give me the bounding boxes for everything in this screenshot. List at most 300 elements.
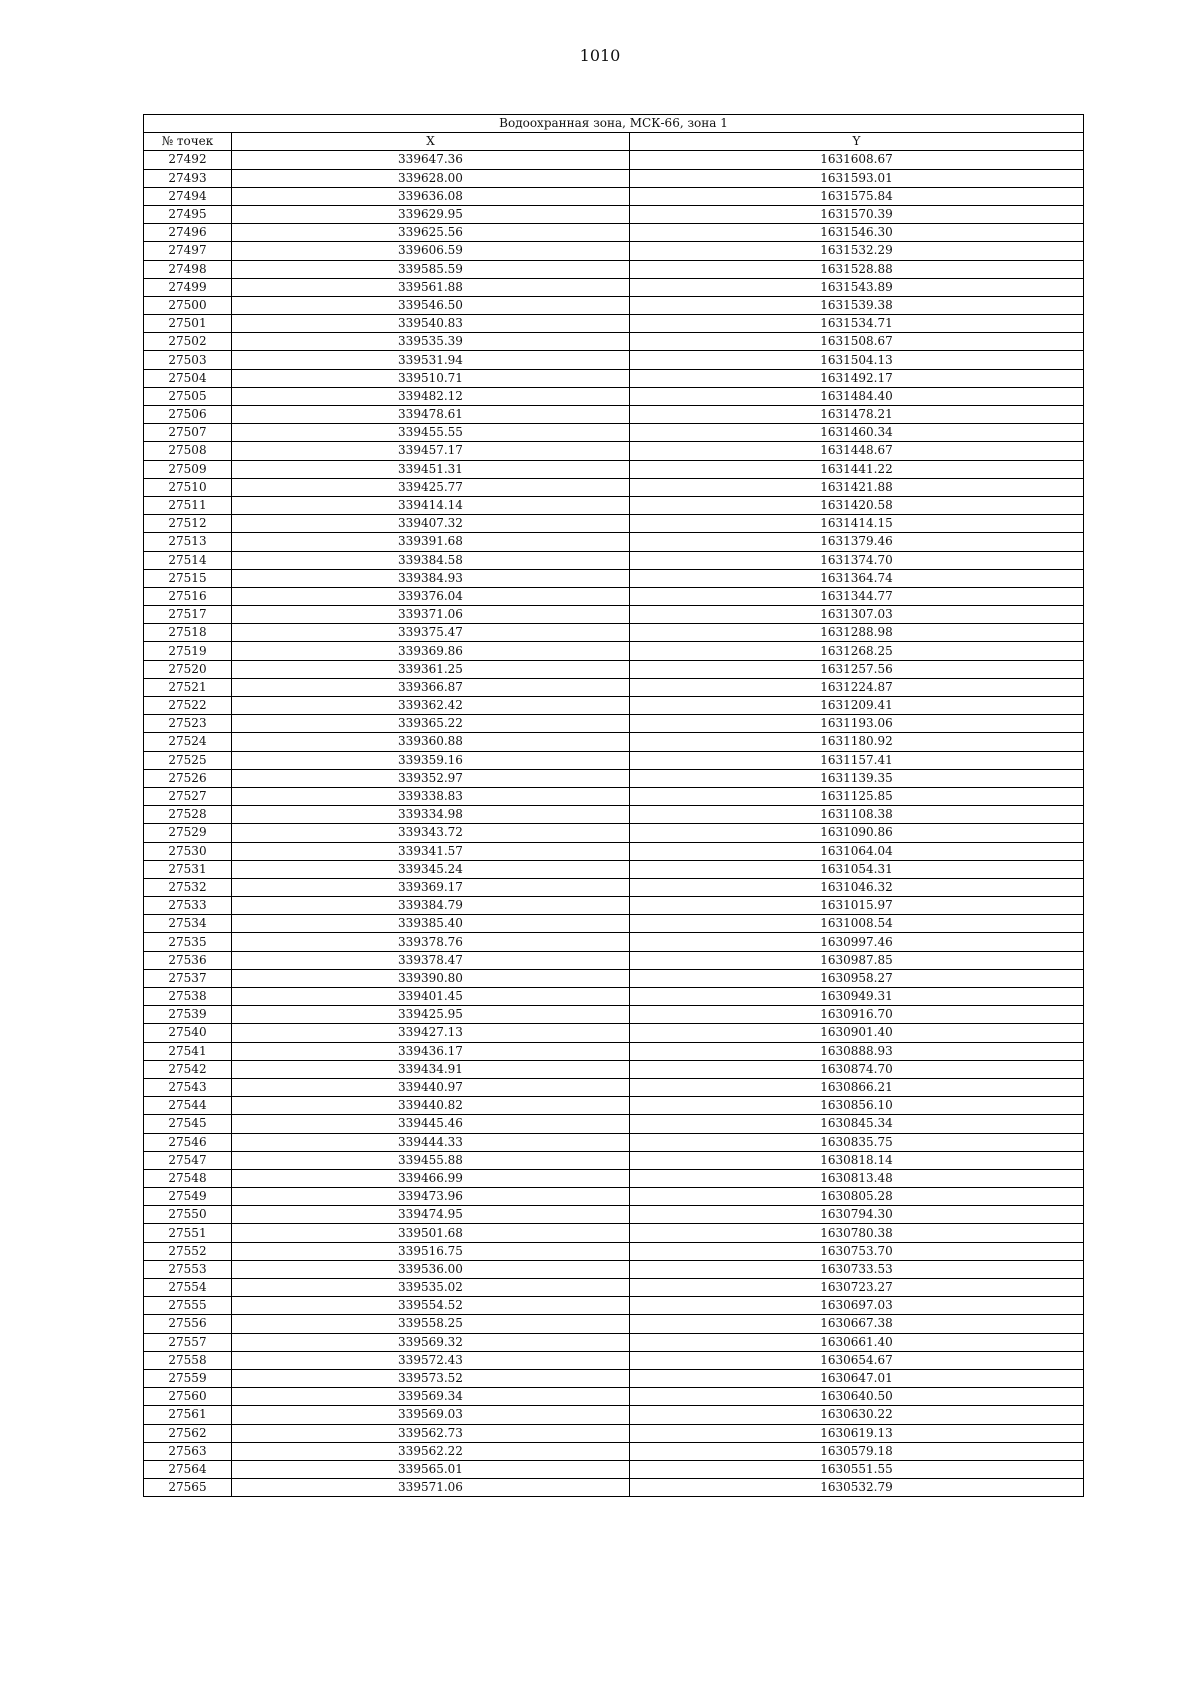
table-row (144, 478, 1084, 496)
x-cell: 339546.50 (232, 296, 630, 314)
x-cell: 339474.95 (232, 1206, 630, 1224)
y-cell: 1631484.40 (630, 387, 1084, 405)
y-cell: 1630619.13 (630, 1424, 1084, 1442)
x-cell: 339362.42 (232, 697, 630, 715)
x-cell: 339562.22 (232, 1442, 630, 1460)
table-row (144, 969, 1084, 987)
y-cell: 1631157.41 (630, 751, 1084, 769)
point-number-cell: 27492 (144, 151, 232, 169)
table-row (144, 587, 1084, 605)
table-row (144, 1115, 1084, 1133)
table-body (144, 151, 1084, 1497)
table-row (144, 1260, 1084, 1278)
y-cell: 1631504.13 (630, 351, 1084, 369)
point-number-cell: 27505 (144, 387, 232, 405)
x-cell: 339352.97 (232, 769, 630, 787)
y-cell: 1630647.01 (630, 1369, 1084, 1387)
y-cell: 1631478.21 (630, 406, 1084, 424)
point-number-cell: 27500 (144, 296, 232, 314)
point-number-cell: 27540 (144, 1024, 232, 1042)
point-number-cell: 27503 (144, 351, 232, 369)
y-cell: 1630551.55 (630, 1460, 1084, 1478)
y-cell: 1631414.15 (630, 515, 1084, 533)
x-cell: 339384.93 (232, 569, 630, 587)
x-cell: 339540.83 (232, 315, 630, 333)
y-cell: 1631193.06 (630, 715, 1084, 733)
point-number-cell: 27527 (144, 787, 232, 805)
table-row (144, 1206, 1084, 1224)
x-cell: 339338.83 (232, 787, 630, 805)
table-row (144, 915, 1084, 933)
table-row (144, 296, 1084, 314)
table-row (144, 897, 1084, 915)
point-number-cell: 27526 (144, 769, 232, 787)
x-cell: 339636.08 (232, 187, 630, 205)
y-cell: 1630654.67 (630, 1351, 1084, 1369)
x-cell: 339647.36 (232, 151, 630, 169)
header-y: Y (630, 133, 1084, 151)
point-number-cell: 27520 (144, 660, 232, 678)
y-cell: 1631608.67 (630, 151, 1084, 169)
x-cell: 339562.73 (232, 1424, 630, 1442)
x-cell: 339366.87 (232, 678, 630, 696)
point-number-cell: 27496 (144, 224, 232, 242)
x-cell: 339341.57 (232, 842, 630, 860)
table-row (144, 1133, 1084, 1151)
table-row (144, 533, 1084, 551)
y-cell: 1631108.38 (630, 806, 1084, 824)
point-number-cell: 27545 (144, 1115, 232, 1133)
table-row (144, 733, 1084, 751)
table-row (144, 715, 1084, 733)
x-cell: 339376.04 (232, 587, 630, 605)
table-row (144, 1388, 1084, 1406)
table-row (144, 1460, 1084, 1478)
x-cell: 339343.72 (232, 824, 630, 842)
y-cell: 1631046.32 (630, 878, 1084, 896)
point-number-cell: 27504 (144, 369, 232, 387)
y-cell: 1630780.38 (630, 1224, 1084, 1242)
table-row (144, 151, 1084, 169)
y-cell: 1631421.88 (630, 478, 1084, 496)
x-cell: 339384.58 (232, 551, 630, 569)
point-number-cell: 27551 (144, 1224, 232, 1242)
y-cell: 1630845.34 (630, 1115, 1084, 1133)
y-cell: 1631534.71 (630, 315, 1084, 333)
point-number-cell: 27528 (144, 806, 232, 824)
y-cell: 1630723.27 (630, 1279, 1084, 1297)
point-number-cell: 27497 (144, 242, 232, 260)
y-cell: 1630753.70 (630, 1242, 1084, 1260)
table-row (144, 369, 1084, 387)
y-cell: 1630640.50 (630, 1388, 1084, 1406)
x-cell: 339569.34 (232, 1388, 630, 1406)
point-number-cell: 27557 (144, 1333, 232, 1351)
y-cell: 1630667.38 (630, 1315, 1084, 1333)
point-number-cell: 27546 (144, 1133, 232, 1151)
point-number-cell: 27508 (144, 442, 232, 460)
point-number-cell: 27549 (144, 1188, 232, 1206)
point-number-cell: 27495 (144, 205, 232, 223)
y-cell: 1630813.48 (630, 1169, 1084, 1187)
table-row (144, 1424, 1084, 1442)
table-row (144, 860, 1084, 878)
y-cell: 1630888.93 (630, 1042, 1084, 1060)
point-number-cell: 27499 (144, 278, 232, 296)
point-number-cell: 27521 (144, 678, 232, 696)
y-cell: 1631379.46 (630, 533, 1084, 551)
x-cell: 339444.33 (232, 1133, 630, 1151)
table-row (144, 1297, 1084, 1315)
x-cell: 339606.59 (232, 242, 630, 260)
table-row (144, 842, 1084, 860)
x-cell: 339445.46 (232, 1115, 630, 1133)
table-row (144, 1315, 1084, 1333)
x-cell: 339573.52 (232, 1369, 630, 1387)
x-cell: 339378.47 (232, 951, 630, 969)
y-cell: 1631528.88 (630, 260, 1084, 278)
table-row (144, 1024, 1084, 1042)
table-row (144, 1279, 1084, 1297)
point-number-cell: 27515 (144, 569, 232, 587)
point-number-cell: 27514 (144, 551, 232, 569)
point-number-cell: 27519 (144, 642, 232, 660)
y-cell: 1630901.40 (630, 1024, 1084, 1042)
x-cell: 339569.03 (232, 1406, 630, 1424)
table-row (144, 551, 1084, 569)
point-number-cell: 27531 (144, 860, 232, 878)
x-cell: 339369.17 (232, 878, 630, 896)
y-cell: 1631492.17 (630, 369, 1084, 387)
table-row (144, 951, 1084, 969)
point-number-cell: 27561 (144, 1406, 232, 1424)
table-row (144, 260, 1084, 278)
table-row (144, 787, 1084, 805)
point-number-cell: 27536 (144, 951, 232, 969)
y-cell: 1631015.97 (630, 897, 1084, 915)
table-row (144, 660, 1084, 678)
table-row (144, 1151, 1084, 1169)
x-cell: 339625.56 (232, 224, 630, 242)
table-row (144, 460, 1084, 478)
x-cell: 339425.77 (232, 478, 630, 496)
y-cell: 1631139.35 (630, 769, 1084, 787)
x-cell: 339536.00 (232, 1260, 630, 1278)
point-number-cell: 27543 (144, 1078, 232, 1096)
point-number-cell: 27509 (144, 460, 232, 478)
point-number-cell: 27523 (144, 715, 232, 733)
point-number-cell: 27522 (144, 697, 232, 715)
y-cell: 1631508.67 (630, 333, 1084, 351)
table-row (144, 1078, 1084, 1096)
table-row (144, 1333, 1084, 1351)
y-cell: 1631539.38 (630, 296, 1084, 314)
x-cell: 339565.01 (232, 1460, 630, 1478)
point-number-cell: 27562 (144, 1424, 232, 1442)
x-cell: 339440.97 (232, 1078, 630, 1096)
y-cell: 1631180.92 (630, 733, 1084, 751)
table-row (144, 187, 1084, 205)
x-cell: 339561.88 (232, 278, 630, 296)
point-number-cell: 27547 (144, 1151, 232, 1169)
y-cell: 1630866.21 (630, 1078, 1084, 1096)
table-header-row (144, 133, 1084, 151)
y-cell: 1631575.84 (630, 187, 1084, 205)
table-row (144, 824, 1084, 842)
point-number-cell: 27541 (144, 1042, 232, 1060)
x-cell: 339345.24 (232, 860, 630, 878)
x-cell: 339440.82 (232, 1097, 630, 1115)
y-cell: 1630733.53 (630, 1260, 1084, 1278)
x-cell: 339629.95 (232, 205, 630, 223)
point-number-cell: 27552 (144, 1242, 232, 1260)
table-row (144, 1351, 1084, 1369)
y-cell: 1631546.30 (630, 224, 1084, 242)
table-row (144, 1006, 1084, 1024)
table-row (144, 769, 1084, 787)
page-number: 1010 (579, 46, 621, 65)
point-number-cell: 27517 (144, 606, 232, 624)
x-cell: 339371.06 (232, 606, 630, 624)
table-row (144, 242, 1084, 260)
table-row (144, 878, 1084, 896)
y-cell: 1630661.40 (630, 1333, 1084, 1351)
x-cell: 339401.45 (232, 988, 630, 1006)
x-cell: 339384.79 (232, 897, 630, 915)
x-cell: 339535.39 (232, 333, 630, 351)
point-number-cell: 27560 (144, 1388, 232, 1406)
y-cell: 1630997.46 (630, 933, 1084, 951)
point-number-cell: 27548 (144, 1169, 232, 1187)
y-cell: 1631307.03 (630, 606, 1084, 624)
point-number-cell: 27511 (144, 496, 232, 514)
point-number-cell: 27555 (144, 1297, 232, 1315)
x-cell: 339436.17 (232, 1042, 630, 1060)
table-row (144, 1224, 1084, 1242)
point-number-cell: 27493 (144, 169, 232, 187)
point-number-cell: 27556 (144, 1315, 232, 1333)
x-cell: 339554.52 (232, 1297, 630, 1315)
y-cell: 1630805.28 (630, 1188, 1084, 1206)
table-row (144, 569, 1084, 587)
x-cell: 339361.25 (232, 660, 630, 678)
table-row (144, 406, 1084, 424)
table-row (144, 606, 1084, 624)
y-cell: 1631064.04 (630, 842, 1084, 860)
x-cell: 339378.76 (232, 933, 630, 951)
point-number-cell: 27538 (144, 988, 232, 1006)
table-row (144, 1042, 1084, 1060)
point-number-cell: 27513 (144, 533, 232, 551)
table-row (144, 424, 1084, 442)
x-cell: 339478.61 (232, 406, 630, 424)
table-row (144, 496, 1084, 514)
x-cell: 339516.75 (232, 1242, 630, 1260)
x-cell: 339365.22 (232, 715, 630, 733)
y-cell: 1630818.14 (630, 1151, 1084, 1169)
x-cell: 339571.06 (232, 1479, 630, 1497)
x-cell: 339482.12 (232, 387, 630, 405)
y-cell: 1631420.58 (630, 496, 1084, 514)
point-number-cell: 27501 (144, 315, 232, 333)
y-cell: 1630794.30 (630, 1206, 1084, 1224)
point-number-cell: 27539 (144, 1006, 232, 1024)
x-cell: 339569.32 (232, 1333, 630, 1351)
x-cell: 339427.13 (232, 1024, 630, 1042)
x-cell: 339451.31 (232, 460, 630, 478)
x-cell: 339535.02 (232, 1279, 630, 1297)
y-cell: 1631364.74 (630, 569, 1084, 587)
y-cell: 1631441.22 (630, 460, 1084, 478)
y-cell: 1630958.27 (630, 969, 1084, 987)
point-number-cell: 27554 (144, 1279, 232, 1297)
y-cell: 1631209.41 (630, 697, 1084, 715)
y-cell: 1631374.70 (630, 551, 1084, 569)
point-number-cell: 27544 (144, 1097, 232, 1115)
x-cell: 339455.55 (232, 424, 630, 442)
y-cell: 1630916.70 (630, 1006, 1084, 1024)
y-cell: 1631570.39 (630, 205, 1084, 223)
y-cell: 1631090.86 (630, 824, 1084, 842)
point-number-cell: 27525 (144, 751, 232, 769)
table-row (144, 1097, 1084, 1115)
table-row (144, 642, 1084, 660)
point-number-cell: 27494 (144, 187, 232, 205)
table-row (144, 1442, 1084, 1460)
y-cell: 1631008.54 (630, 915, 1084, 933)
x-cell: 339390.80 (232, 969, 630, 987)
x-cell: 339334.98 (232, 806, 630, 824)
x-cell: 339369.86 (232, 642, 630, 660)
table-row (144, 1242, 1084, 1260)
table-row (144, 624, 1084, 642)
point-number-cell: 27534 (144, 915, 232, 933)
y-cell: 1631532.29 (630, 242, 1084, 260)
point-number-cell: 27498 (144, 260, 232, 278)
table-row (144, 933, 1084, 951)
y-cell: 1631460.34 (630, 424, 1084, 442)
y-cell: 1630579.18 (630, 1442, 1084, 1460)
table-row (144, 351, 1084, 369)
point-number-cell: 27553 (144, 1260, 232, 1278)
point-number-cell: 27518 (144, 624, 232, 642)
x-cell: 339558.25 (232, 1315, 630, 1333)
x-cell: 339455.88 (232, 1151, 630, 1169)
table-row (144, 1479, 1084, 1497)
coordinates-table (143, 114, 1084, 1497)
y-cell: 1631224.87 (630, 678, 1084, 696)
y-cell: 1631268.25 (630, 642, 1084, 660)
header-point-number: № точек (144, 133, 232, 151)
x-cell: 339434.91 (232, 1060, 630, 1078)
y-cell: 1630874.70 (630, 1060, 1084, 1078)
table-title-row (144, 115, 1084, 133)
point-number-cell: 27529 (144, 824, 232, 842)
point-number-cell: 27530 (144, 842, 232, 860)
point-number-cell: 27524 (144, 733, 232, 751)
point-number-cell: 27550 (144, 1206, 232, 1224)
y-cell: 1631054.31 (630, 860, 1084, 878)
point-number-cell: 27533 (144, 897, 232, 915)
point-number-cell: 27510 (144, 478, 232, 496)
table-row (144, 387, 1084, 405)
x-cell: 339414.14 (232, 496, 630, 514)
x-cell: 339531.94 (232, 351, 630, 369)
table-row (144, 278, 1084, 296)
x-cell: 339407.32 (232, 515, 630, 533)
table-row (144, 442, 1084, 460)
point-number-cell: 27507 (144, 424, 232, 442)
table-row (144, 1369, 1084, 1387)
x-cell: 339628.00 (232, 169, 630, 187)
x-cell: 339585.59 (232, 260, 630, 278)
x-cell: 339572.43 (232, 1351, 630, 1369)
x-cell: 339385.40 (232, 915, 630, 933)
x-cell: 339360.88 (232, 733, 630, 751)
point-number-cell: 27565 (144, 1479, 232, 1497)
y-cell: 1630630.22 (630, 1406, 1084, 1424)
point-number-cell: 27564 (144, 1460, 232, 1478)
table-row (144, 751, 1084, 769)
y-cell: 1631543.89 (630, 278, 1084, 296)
y-cell: 1631125.85 (630, 787, 1084, 805)
point-number-cell: 27512 (144, 515, 232, 533)
table-row (144, 315, 1084, 333)
table-row (144, 224, 1084, 242)
y-cell: 1630835.75 (630, 1133, 1084, 1151)
point-number-cell: 27535 (144, 933, 232, 951)
y-cell: 1631288.98 (630, 624, 1084, 642)
point-number-cell: 27559 (144, 1369, 232, 1387)
point-number-cell: 27502 (144, 333, 232, 351)
y-cell: 1630532.79 (630, 1479, 1084, 1497)
y-cell: 1630697.03 (630, 1297, 1084, 1315)
x-cell: 339466.99 (232, 1169, 630, 1187)
table-row (144, 1188, 1084, 1206)
table-row (144, 205, 1084, 223)
y-cell: 1630987.85 (630, 951, 1084, 969)
x-cell: 339359.16 (232, 751, 630, 769)
point-number-cell: 27532 (144, 878, 232, 896)
x-cell: 339510.71 (232, 369, 630, 387)
table-row (144, 169, 1084, 187)
table-row (144, 1169, 1084, 1187)
x-cell: 339457.17 (232, 442, 630, 460)
y-cell: 1630949.31 (630, 988, 1084, 1006)
point-number-cell: 27516 (144, 587, 232, 605)
y-cell: 1631448.67 (630, 442, 1084, 460)
y-cell: 1630856.10 (630, 1097, 1084, 1115)
point-number-cell: 27542 (144, 1060, 232, 1078)
point-number-cell: 27558 (144, 1351, 232, 1369)
table-row (144, 988, 1084, 1006)
table-row (144, 697, 1084, 715)
table-row (144, 678, 1084, 696)
table-row (144, 806, 1084, 824)
y-cell: 1631593.01 (630, 169, 1084, 187)
table-row (144, 1060, 1084, 1078)
point-number-cell: 27563 (144, 1442, 232, 1460)
point-number-cell: 27506 (144, 406, 232, 424)
x-cell: 339473.96 (232, 1188, 630, 1206)
point-number-cell: 27537 (144, 969, 232, 987)
y-cell: 1631257.56 (630, 660, 1084, 678)
x-cell: 339375.47 (232, 624, 630, 642)
table-row (144, 1406, 1084, 1424)
header-x: X (232, 133, 630, 151)
table-title: Водоохранная зона, МСК-66, зона 1 (144, 115, 1084, 133)
table-row (144, 333, 1084, 351)
